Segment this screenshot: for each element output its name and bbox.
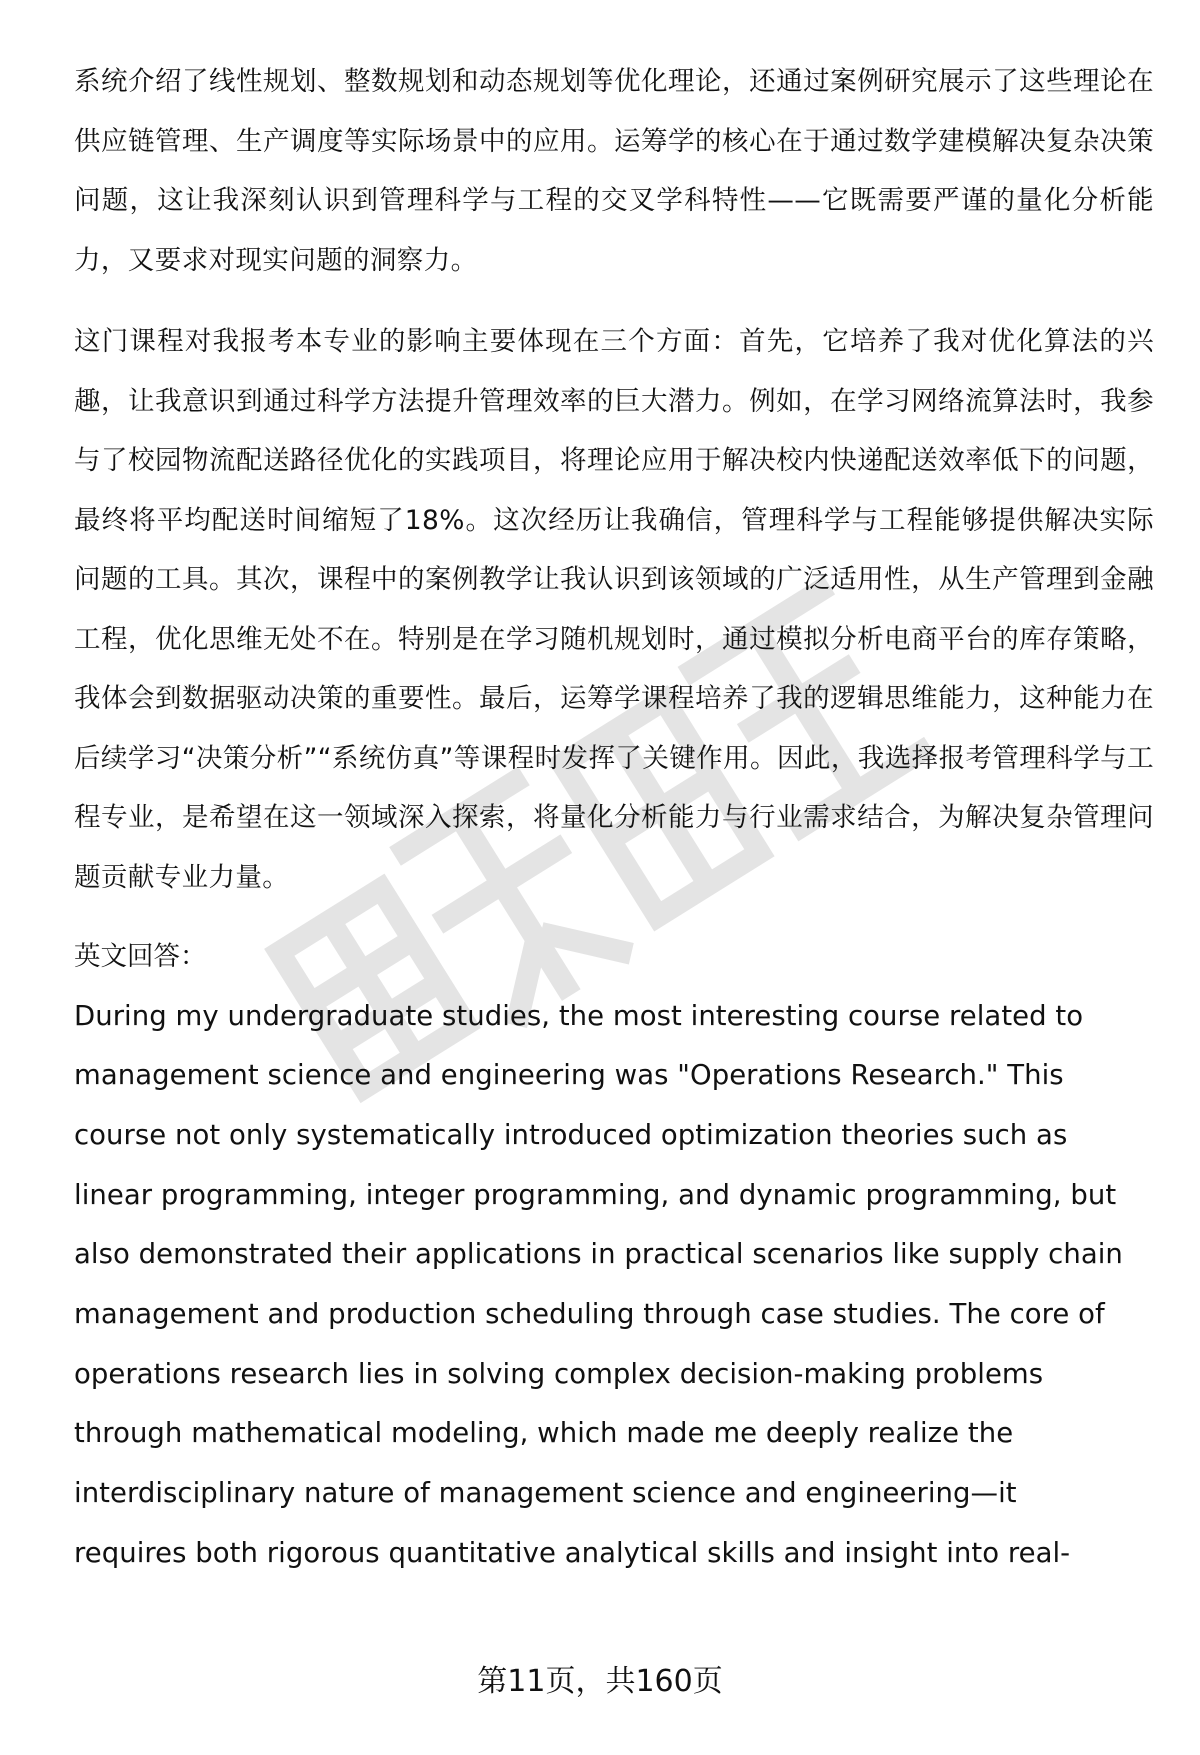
chinese-paragraph-2: 这门课程对我报考本专业的影响主要体现在三个方面：首先，它培养了我对优化算法的兴趣，让我意识到通过科学方法提升管理效率的巨大潜力。例如，在学习网络流算法时，我参与了校园物流配送路径优化的实践项目，将理论应用于解决校内快递配送效率低下的问题，最终将平均配送时间缩短了18%。这次经历让我确信，管理科学与工程能够提供解决实际问题的工具。其次，课程中的案例教学让我认识到该领域的广泛适用性，从生产管理到金融工程，优化思维无处不在。特别是在学习随机规划时，通过模拟分析电商平台的库存策略，我体会到数据驱动决策的重要性。最后，运筹学课程培养了我的逻辑思维能力，这种能力在后续学习“决策分析”“系统仿真”等课程时发挥了关键作用。因此，我选择报考管理科学与工程专业，是希望在这一领域深入探索，将量化分析能力与行业需求结合，为解决复杂管理问题贡献专业力量。 — [74, 326, 1154, 893]
english-line: operations research lies in solving complex decision-making problems — [74, 1357, 1044, 1390]
english-line: interdisciplinary nature of management science and engineering—it — [74, 1477, 1017, 1510]
english-line: requires both rigorous quantitative analytical skills and insight into real- — [74, 1536, 1071, 1569]
english-paragraph — [74, 987, 1154, 1584]
english-line: also demonstrated their applications in practical scenarios like supply chain — [74, 1238, 1123, 1271]
english-line: through mathematical modeling, which made me deeply realize the — [74, 1417, 1014, 1450]
document-body — [74, 52, 1154, 1584]
english-line: course not only systematically introduced optimization theories such as — [74, 1118, 1068, 1151]
english-line: management and production scheduling through case studies. The core of — [74, 1298, 1105, 1331]
english-line: linear programming, integer programming, and dynamic programming, but — [74, 1178, 1117, 1211]
english-line: management science and engineering was "Operations Research." This — [74, 1059, 1064, 1092]
page-number-footer: 第11页，共160页 — [477, 1664, 723, 1699]
english-answer-label: 英文回答： — [74, 941, 207, 972]
chinese-paragraph-1: 系统介绍了线性规划、整数规划和动态规划等优化理论，还通过案例研究展示了这些理论在供应链管理、生产调度等实际场景中的应用。运筹学的核心在于通过数学建模解决复杂决策问题，这让我深刻认识到管理科学与工程的交叉学科特性——它既需要严谨的量化分析能力，又要求对现实问题的洞察力。 — [74, 66, 1154, 276]
english-line: During my undergraduate studies, the most interesting course related to — [74, 999, 1084, 1032]
